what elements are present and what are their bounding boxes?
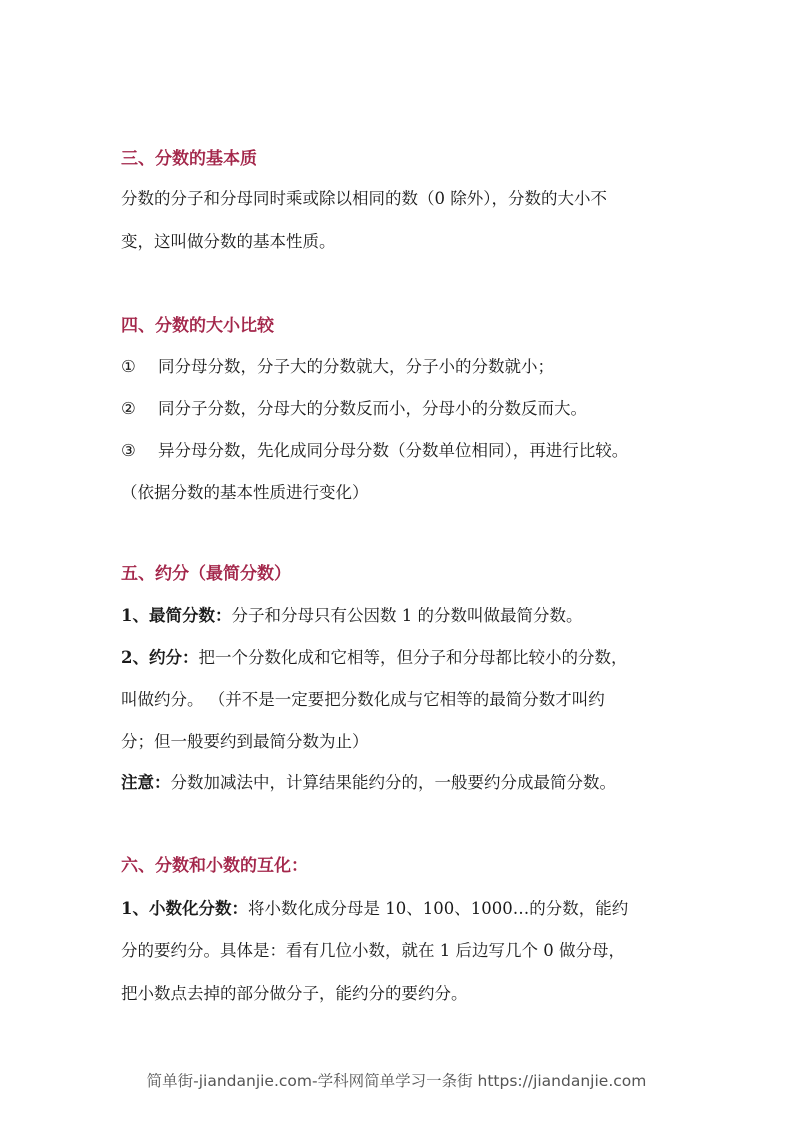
item-text: 将小数化成分母是 10、100、1000…的分数，能约 [247, 899, 629, 918]
section-6-item-1 [121, 898, 628, 920]
item-text: 异分母分数，先化成同分母分数（分数单位相同），再进行比较。 [158, 441, 629, 460]
section-5-item-2 [121, 647, 627, 669]
section-4-heading: 四、分数的大小比较 [121, 316, 274, 336]
section-5-item-2-line-2: 叫做约分。 （并不是一定要把分数化成与它相等的最简分数才叫约 [121, 690, 605, 709]
section-6-item-1-line-3: 把小数点去掉的部分做分子，能约分的要约分。 [121, 984, 468, 1003]
item-label: 1、小数化分数： [121, 899, 248, 918]
section-4-note: （依据分数的基本性质进行变化） [121, 483, 369, 502]
section-4-item-3 [121, 440, 628, 462]
item-number: ③ [121, 441, 136, 460]
section-4-item-2 [121, 398, 587, 420]
item-label: 1、最简分数： [121, 606, 232, 625]
section-5-item-2-line-3: 分；但一般要约到最简分数为止） [121, 732, 369, 751]
section-6-heading: 六、分数和小数的互化： [121, 856, 308, 876]
item-text: 同分子分数，分母大的分数反而小，分母小的分数反而大。 [158, 399, 587, 418]
note-text: 分数加减法中，计算结果能约分的，一般要约分成最简分数。 [170, 773, 616, 792]
section-3-heading: 三、分数的基本质 [121, 149, 257, 169]
section-4-item-1 [121, 356, 554, 378]
item-text: 把一个分数化成和它相等，但分子和分母都比较小的分数， [198, 648, 628, 667]
section-3-line-2: 变，这叫做分数的基本性质。 [121, 232, 336, 251]
item-label: 2、约分： [121, 648, 199, 667]
note-label: 注意： [121, 773, 171, 792]
footer-watermark: 简单街-jiandanjie.com-学科网简单学习一条街 https://jiandanjie.com [146, 1072, 647, 1090]
item-number: ② [121, 399, 136, 418]
item-number: ① [121, 357, 136, 376]
item-text: 分子和分母只有公因数 1 的分数叫做最简分数。 [231, 606, 583, 625]
section-3-line-1: 分数的分子和分母同时乘或除以相同的数（0 除外），分数的大小不 [121, 189, 607, 208]
section-5-heading: 五、约分（最简分数） [121, 564, 291, 584]
section-5-item-1 [121, 605, 582, 627]
item-text: 同分母分数，分子大的分数就大，分子小的分数就小； [158, 357, 554, 376]
section-5-note [121, 772, 616, 794]
section-6-item-1-line-2: 分的要约分。具体是：看有几位小数，就在 1 后边写几个 0 做分母， [121, 941, 625, 960]
